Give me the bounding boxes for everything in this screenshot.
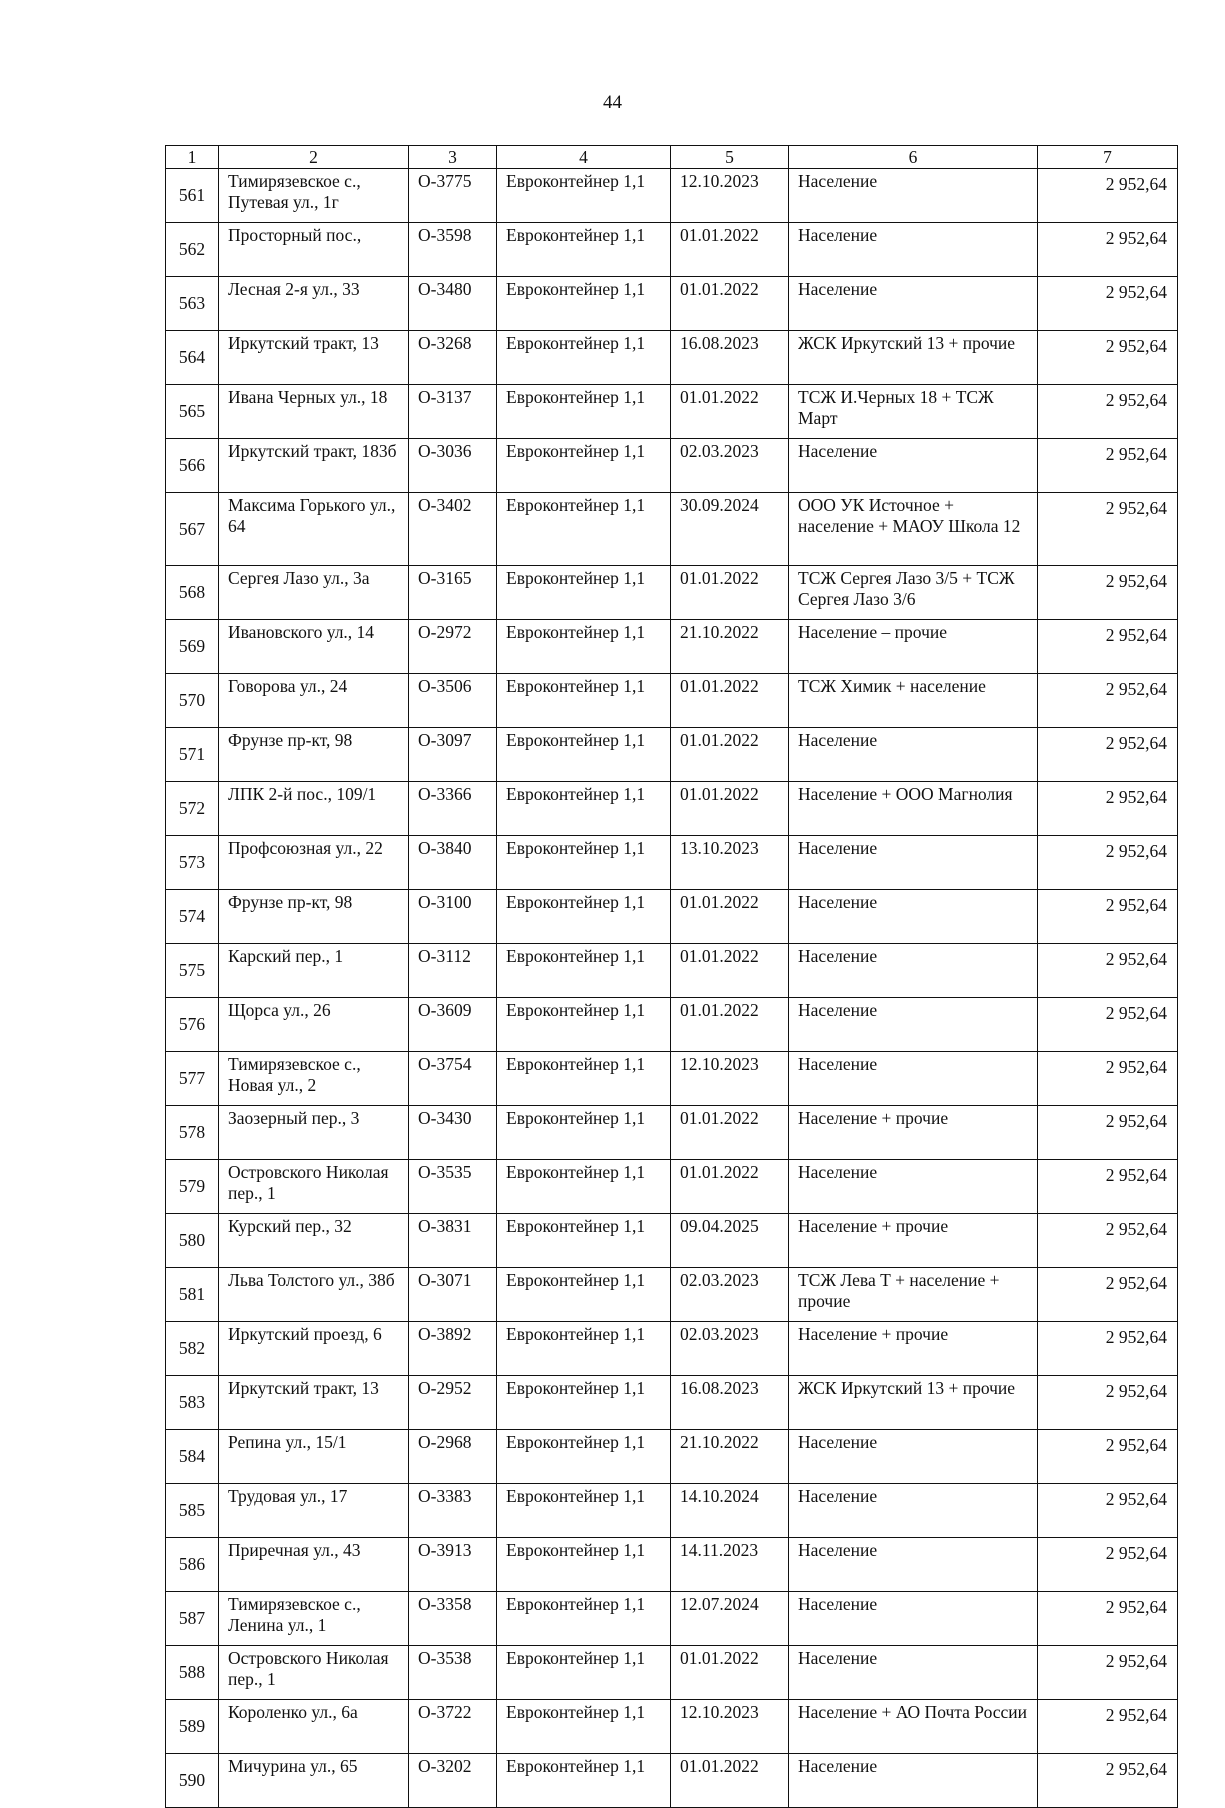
row-number: 568	[166, 566, 219, 620]
container-type-cell: Евроконтейнер 1,1	[497, 223, 671, 277]
owner-cell: Население + прочие	[789, 1322, 1038, 1376]
owner-cell: Население	[789, 1052, 1038, 1106]
site-code-cell: О-3100	[409, 890, 497, 944]
address-cell: Тимирязевское с., Путевая ул., 1г	[219, 169, 409, 223]
amount-cell: 2 952,64	[1038, 1430, 1178, 1484]
container-type-cell: Евроконтейнер 1,1	[497, 620, 671, 674]
address-cell: ЛПК 2-й пос., 109/1	[219, 782, 409, 836]
site-code-cell: О-3609	[409, 998, 497, 1052]
table-row	[166, 277, 1178, 331]
amount-cell: 2 952,64	[1038, 944, 1178, 998]
row-number: 566	[166, 439, 219, 493]
address-cell: Ивана Черных ул., 18	[219, 385, 409, 439]
owner-cell: Население	[789, 890, 1038, 944]
site-code-cell: О-3430	[409, 1106, 497, 1160]
container-type-cell: Евроконтейнер 1,1	[497, 1592, 671, 1646]
table-row	[166, 998, 1178, 1052]
container-type-cell: Евроконтейнер 1,1	[497, 674, 671, 728]
table-row	[166, 566, 1178, 620]
date-cell: 12.10.2023	[671, 1052, 789, 1106]
date-cell: 01.01.2022	[671, 674, 789, 728]
address-cell: Трудовая ул., 17	[219, 1484, 409, 1538]
site-code-cell: О-2972	[409, 620, 497, 674]
owner-cell: Население	[789, 1538, 1038, 1592]
row-number: 581	[166, 1268, 219, 1322]
amount-cell: 2 952,64	[1038, 782, 1178, 836]
address-cell: Иркутский тракт, 13	[219, 1376, 409, 1430]
container-type-cell: Евроконтейнер 1,1	[497, 836, 671, 890]
amount-cell: 2 952,64	[1038, 1160, 1178, 1214]
column-header: 2	[219, 146, 409, 169]
table-row	[166, 1430, 1178, 1484]
row-number: 589	[166, 1700, 219, 1754]
row-number: 580	[166, 1214, 219, 1268]
owner-cell: Население	[789, 223, 1038, 277]
container-type-cell: Евроконтейнер 1,1	[497, 998, 671, 1052]
date-cell: 14.10.2024	[671, 1484, 789, 1538]
date-cell: 02.03.2023	[671, 1322, 789, 1376]
address-cell: Островского Николая пер., 1	[219, 1646, 409, 1700]
address-cell: Иркутский тракт, 183б	[219, 439, 409, 493]
table-row	[166, 1106, 1178, 1160]
date-cell: 30.09.2024	[671, 493, 789, 566]
address-cell: Тимирязевское с., Ленина ул., 1	[219, 1592, 409, 1646]
column-header: 1	[166, 146, 219, 169]
container-type-cell: Евроконтейнер 1,1	[497, 1700, 671, 1754]
container-type-cell: Евроконтейнер 1,1	[497, 1268, 671, 1322]
owner-cell: Население	[789, 1592, 1038, 1646]
site-code-cell: О-2952	[409, 1376, 497, 1430]
row-number: 563	[166, 277, 219, 331]
table-row	[166, 944, 1178, 998]
table-row	[166, 1268, 1178, 1322]
owner-cell: Население	[789, 998, 1038, 1052]
amount-cell: 2 952,64	[1038, 1538, 1178, 1592]
owner-cell: ТСЖ Сергея Лазо 3/5 + ТСЖ Сергея Лазо 3/6	[789, 566, 1038, 620]
site-code-cell: О-3722	[409, 1700, 497, 1754]
site-code-cell: О-3383	[409, 1484, 497, 1538]
date-cell: 01.01.2022	[671, 566, 789, 620]
site-code-cell: О-3071	[409, 1268, 497, 1322]
amount-cell: 2 952,64	[1038, 1646, 1178, 1700]
container-type-cell: Евроконтейнер 1,1	[497, 944, 671, 998]
table-row	[166, 439, 1178, 493]
site-code-cell: О-3112	[409, 944, 497, 998]
owner-cell: ТСЖ Химик + население	[789, 674, 1038, 728]
container-type-cell: Евроконтейнер 1,1	[497, 566, 671, 620]
owner-cell: Население + прочие	[789, 1106, 1038, 1160]
table-row	[166, 331, 1178, 385]
container-type-cell: Евроконтейнер 1,1	[497, 1052, 671, 1106]
date-cell: 01.01.2022	[671, 1646, 789, 1700]
owner-cell: Население	[789, 1160, 1038, 1214]
table-row	[166, 890, 1178, 944]
address-cell: Сергея Лазо ул., 3а	[219, 566, 409, 620]
date-cell: 01.01.2022	[671, 223, 789, 277]
owner-cell: ТСЖ Лева Т + население + прочие	[789, 1268, 1038, 1322]
date-cell: 01.01.2022	[671, 782, 789, 836]
amount-cell: 2 952,64	[1038, 1592, 1178, 1646]
site-code-cell: О-3366	[409, 782, 497, 836]
column-header: 6	[789, 146, 1038, 169]
table-row	[166, 1484, 1178, 1538]
date-cell: 13.10.2023	[671, 836, 789, 890]
container-sites-table	[165, 145, 1178, 1808]
site-code-cell: О-3892	[409, 1322, 497, 1376]
table-row	[166, 1322, 1178, 1376]
table-row	[166, 674, 1178, 728]
date-cell: 16.08.2023	[671, 331, 789, 385]
owner-cell: Население	[789, 1754, 1038, 1808]
date-cell: 01.01.2022	[671, 998, 789, 1052]
site-code-cell: О-3165	[409, 566, 497, 620]
row-number: 569	[166, 620, 219, 674]
row-number: 572	[166, 782, 219, 836]
owner-cell: Население	[789, 1430, 1038, 1484]
address-cell: Льва Толстого ул., 38б	[219, 1268, 409, 1322]
amount-cell: 2 952,64	[1038, 1754, 1178, 1808]
site-code-cell: О-3754	[409, 1052, 497, 1106]
site-code-cell: О-3913	[409, 1538, 497, 1592]
owner-cell: Население	[789, 728, 1038, 782]
owner-cell: Население – прочие	[789, 620, 1038, 674]
date-cell: 01.01.2022	[671, 1754, 789, 1808]
address-cell: Говорова ул., 24	[219, 674, 409, 728]
address-cell: Фрунзе пр-кт, 98	[219, 728, 409, 782]
row-number: 571	[166, 728, 219, 782]
date-cell: 12.10.2023	[671, 1700, 789, 1754]
date-cell: 02.03.2023	[671, 1268, 789, 1322]
date-cell: 01.01.2022	[671, 944, 789, 998]
row-number: 586	[166, 1538, 219, 1592]
address-cell: Фрунзе пр-кт, 98	[219, 890, 409, 944]
row-number: 564	[166, 331, 219, 385]
row-number: 574	[166, 890, 219, 944]
table-row	[166, 223, 1178, 277]
row-number: 565	[166, 385, 219, 439]
owner-cell: Население	[789, 439, 1038, 493]
amount-cell: 2 952,64	[1038, 836, 1178, 890]
date-cell: 21.10.2022	[671, 620, 789, 674]
date-cell: 02.03.2023	[671, 439, 789, 493]
site-code-cell: О-2968	[409, 1430, 497, 1484]
container-type-cell: Евроконтейнер 1,1	[497, 493, 671, 566]
site-code-cell: О-3535	[409, 1160, 497, 1214]
row-number: 582	[166, 1322, 219, 1376]
address-cell: Карский пер., 1	[219, 944, 409, 998]
container-type-cell: Евроконтейнер 1,1	[497, 1754, 671, 1808]
table-row	[166, 1592, 1178, 1646]
row-number: 590	[166, 1754, 219, 1808]
container-type-cell: Евроконтейнер 1,1	[497, 439, 671, 493]
site-code-cell: О-3268	[409, 331, 497, 385]
row-number: 584	[166, 1430, 219, 1484]
date-cell: 12.07.2024	[671, 1592, 789, 1646]
table-row	[166, 782, 1178, 836]
address-cell: Просторный пос.,	[219, 223, 409, 277]
address-cell: Профсоюзная ул., 22	[219, 836, 409, 890]
row-number: 585	[166, 1484, 219, 1538]
row-number: 562	[166, 223, 219, 277]
row-number: 577	[166, 1052, 219, 1106]
owner-cell: Население + АО Почта России	[789, 1700, 1038, 1754]
owner-cell: Население	[789, 1646, 1038, 1700]
table-row	[166, 836, 1178, 890]
date-cell: 01.01.2022	[671, 1106, 789, 1160]
address-cell: Приречная ул., 43	[219, 1538, 409, 1592]
site-code-cell: О-3598	[409, 223, 497, 277]
amount-cell: 2 952,64	[1038, 1268, 1178, 1322]
container-type-cell: Евроконтейнер 1,1	[497, 331, 671, 385]
column-header: 4	[497, 146, 671, 169]
site-code-cell: О-3402	[409, 493, 497, 566]
container-type-cell: Евроконтейнер 1,1	[497, 385, 671, 439]
owner-cell: ООО УК Источное + население + МАОУ Школа 12	[789, 493, 1038, 566]
amount-cell: 2 952,64	[1038, 1322, 1178, 1376]
owner-cell: Население + ООО Магнолия	[789, 782, 1038, 836]
table-row	[166, 1646, 1178, 1700]
row-number: 573	[166, 836, 219, 890]
address-cell: Иркутский тракт, 13	[219, 331, 409, 385]
amount-cell: 2 952,64	[1038, 1052, 1178, 1106]
address-cell: Короленко ул., 6а	[219, 1700, 409, 1754]
owner-cell: ЖСК Иркутский 13 + прочие	[789, 1376, 1038, 1430]
address-cell: Тимирязевское с., Новая ул., 2	[219, 1052, 409, 1106]
amount-cell: 2 952,64	[1038, 1700, 1178, 1754]
table-row	[166, 728, 1178, 782]
table-row	[166, 385, 1178, 439]
container-type-cell: Евроконтейнер 1,1	[497, 1430, 671, 1484]
address-cell: Ивановского ул., 14	[219, 620, 409, 674]
table-body	[166, 169, 1178, 1808]
address-cell: Иркутский проезд, 6	[219, 1322, 409, 1376]
address-cell: Максима Горького ул., 64	[219, 493, 409, 566]
amount-cell: 2 952,64	[1038, 439, 1178, 493]
date-cell: 01.01.2022	[671, 890, 789, 944]
page-number: 44	[603, 92, 622, 113]
amount-cell: 2 952,64	[1038, 223, 1178, 277]
row-number: 570	[166, 674, 219, 728]
owner-cell: ЖСК Иркутский 13 + прочие	[789, 331, 1038, 385]
address-cell: Репина ул., 15/1	[219, 1430, 409, 1484]
address-cell: Заозерный пер., 3	[219, 1106, 409, 1160]
column-header: 7	[1038, 146, 1178, 169]
date-cell: 12.10.2023	[671, 169, 789, 223]
amount-cell: 2 952,64	[1038, 385, 1178, 439]
table-row	[166, 1754, 1178, 1808]
row-number: 576	[166, 998, 219, 1052]
amount-cell: 2 952,64	[1038, 331, 1178, 385]
column-header: 3	[409, 146, 497, 169]
table-row	[166, 169, 1178, 223]
table-row	[166, 1160, 1178, 1214]
address-cell: Щорса ул., 26	[219, 998, 409, 1052]
owner-cell: Население	[789, 1484, 1038, 1538]
owner-cell: Население	[789, 277, 1038, 331]
site-code-cell: О-3202	[409, 1754, 497, 1808]
row-number: 588	[166, 1646, 219, 1700]
table-row	[166, 1052, 1178, 1106]
container-type-cell: Евроконтейнер 1,1	[497, 890, 671, 944]
address-cell: Мичурина ул., 65	[219, 1754, 409, 1808]
site-code-cell: О-3775	[409, 169, 497, 223]
container-type-cell: Евроконтейнер 1,1	[497, 1646, 671, 1700]
container-type-cell: Евроконтейнер 1,1	[497, 1322, 671, 1376]
container-type-cell: Евроконтейнер 1,1	[497, 1214, 671, 1268]
container-type-cell: Евроконтейнер 1,1	[497, 1160, 671, 1214]
table-row	[166, 620, 1178, 674]
container-type-cell: Евроконтейнер 1,1	[497, 782, 671, 836]
amount-cell: 2 952,64	[1038, 1376, 1178, 1430]
site-code-cell: О-3480	[409, 277, 497, 331]
site-code-cell: О-3831	[409, 1214, 497, 1268]
site-code-cell: О-3538	[409, 1646, 497, 1700]
container-type-cell: Евроконтейнер 1,1	[497, 1106, 671, 1160]
site-code-cell: О-3358	[409, 1592, 497, 1646]
amount-cell: 2 952,64	[1038, 674, 1178, 728]
container-type-cell: Евроконтейнер 1,1	[497, 1484, 671, 1538]
owner-cell: Население	[789, 169, 1038, 223]
table-row	[166, 493, 1178, 566]
site-code-cell: О-3840	[409, 836, 497, 890]
date-cell: 01.01.2022	[671, 1160, 789, 1214]
row-number: 561	[166, 169, 219, 223]
owner-cell: Население	[789, 836, 1038, 890]
amount-cell: 2 952,64	[1038, 998, 1178, 1052]
site-code-cell: О-3097	[409, 728, 497, 782]
table-header-row	[166, 146, 1178, 169]
site-code-cell: О-3137	[409, 385, 497, 439]
date-cell: 01.01.2022	[671, 277, 789, 331]
table-row	[166, 1538, 1178, 1592]
amount-cell: 2 952,64	[1038, 277, 1178, 331]
date-cell: 01.01.2022	[671, 728, 789, 782]
container-type-cell: Евроконтейнер 1,1	[497, 1376, 671, 1430]
amount-cell: 2 952,64	[1038, 1106, 1178, 1160]
site-code-cell: О-3036	[409, 439, 497, 493]
owner-cell: Население	[789, 944, 1038, 998]
amount-cell: 2 952,64	[1038, 620, 1178, 674]
address-cell: Островского Николая пер., 1	[219, 1160, 409, 1214]
owner-cell: ТСЖ И.Черных 18 + ТСЖ Март	[789, 385, 1038, 439]
amount-cell: 2 952,64	[1038, 169, 1178, 223]
amount-cell: 2 952,64	[1038, 566, 1178, 620]
date-cell: 16.08.2023	[671, 1376, 789, 1430]
row-number: 575	[166, 944, 219, 998]
owner-cell: Население + прочие	[789, 1214, 1038, 1268]
date-cell: 01.01.2022	[671, 385, 789, 439]
row-number: 567	[166, 493, 219, 566]
amount-cell: 2 952,64	[1038, 890, 1178, 944]
row-number: 578	[166, 1106, 219, 1160]
row-number: 583	[166, 1376, 219, 1430]
table-row	[166, 1214, 1178, 1268]
table-row	[166, 1700, 1178, 1754]
row-number: 579	[166, 1160, 219, 1214]
address-cell: Курский пер., 32	[219, 1214, 409, 1268]
container-type-cell: Евроконтейнер 1,1	[497, 728, 671, 782]
table-row	[166, 1376, 1178, 1430]
amount-cell: 2 952,64	[1038, 1214, 1178, 1268]
amount-cell: 2 952,64	[1038, 728, 1178, 782]
date-cell: 21.10.2022	[671, 1430, 789, 1484]
container-type-cell: Евроконтейнер 1,1	[497, 169, 671, 223]
date-cell: 14.11.2023	[671, 1538, 789, 1592]
container-type-cell: Евроконтейнер 1,1	[497, 1538, 671, 1592]
date-cell: 09.04.2025	[671, 1214, 789, 1268]
site-code-cell: О-3506	[409, 674, 497, 728]
amount-cell: 2 952,64	[1038, 1484, 1178, 1538]
amount-cell: 2 952,64	[1038, 493, 1178, 566]
address-cell: Лесная 2-я ул., 33	[219, 277, 409, 331]
row-number: 587	[166, 1592, 219, 1646]
container-type-cell: Евроконтейнер 1,1	[497, 277, 671, 331]
column-header: 5	[671, 146, 789, 169]
